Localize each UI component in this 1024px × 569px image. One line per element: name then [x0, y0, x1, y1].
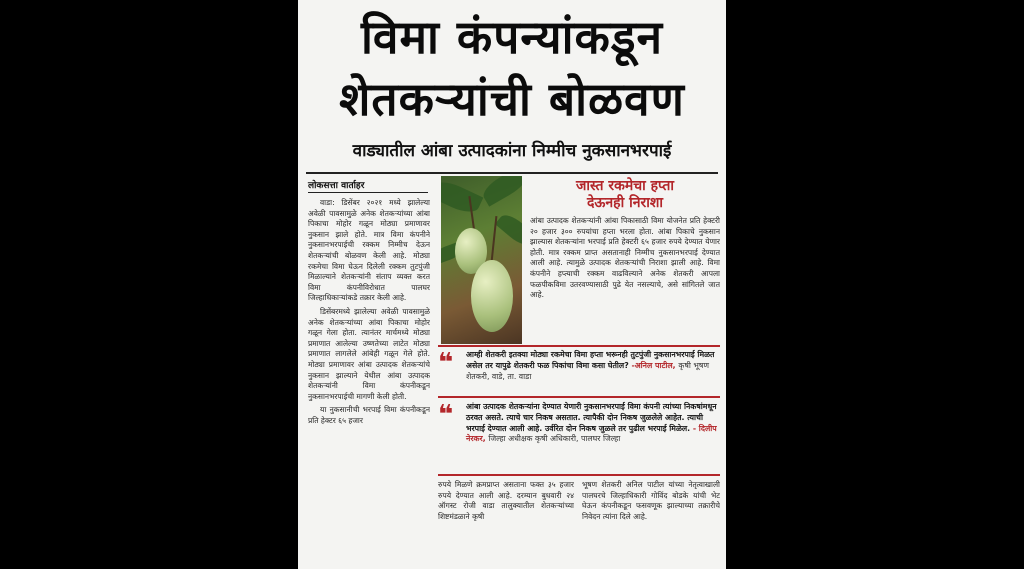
quote-2-author: - दिलीप नेरकर,: [466, 423, 717, 444]
headline-line-2: शेतकऱ्यांची बोळवण: [339, 72, 685, 126]
byline-rule: [308, 192, 428, 193]
quote-2-role: जिल्हा अधीक्षक कृषी अधिकारी, पालघर जिल्हा: [488, 434, 621, 444]
quote-2-text: आंबा उत्पादक शेतकऱ्यांना देण्यात येणारी नुकसानभरपाई विमा कंपनी त्यांच्या निकषांमधून ठरवत असते. त्याचे चार निकष असतात. त्यापैकी दोन निकष जुळलेले आहेत. त्याची भरपाई देण्यात आली आहे. उर्वरित दोन निकष जुळले तर पुढील भरपाई मिळेल.: [466, 402, 717, 433]
bottom-column-2-text: भूषण शेतकरी अनिल पाटील यांच्या नेतृत्वाखाली पालघरचे जिल्हाधिकारी गोविंद बोडके यांची भेट घेऊन कंपनीकडून फसवणूक झाल्याच्या तक्रारीचे निवेदन त्यांना दिले आहे.: [582, 480, 720, 521]
quote-mark-icon: ❝: [438, 400, 454, 430]
left-paragraph: वाडा: डिसेंबर २०२१ मध्ये झालेल्या अवेळी पावसामुळे अनेक शेतकऱ्यांच्या आंबा पिकाचा मोहोर गळून मोठ्या प्रमाणावर नुकसान झाले होते. मात्र विमा कंपनीने नुकसानभरपाईची रक्कम निम्मीच देऊन शेतकऱ्यांची बोळवण केली आहे. मोठ्या रकमेचा विमा घेऊन दिलेली रक्कम तुटपुंजी मिळाल्याने शेतकऱ्यांनी संताप व्यक्त करत विमा कंपनीविरोधात पालघर जिल्हाधिकाऱ्यांकडे तक्रार केली आहे.: [308, 198, 430, 303]
quote-1-text: आम्ही शेतकरी इतक्या मोठ्या रकमेचा विमा हप्ता भरूनही तुटपुंजी नुकसानभरपाई मिळत असेल तर यापुढे शेतकरी फळ पिकांचा विमा कसा घेतील?: [466, 350, 715, 370]
mango-photo: [441, 176, 522, 344]
byline: लोकसत्ता वार्ताहर: [308, 181, 365, 191]
quote-divider: [438, 474, 720, 476]
quote-mark-icon: ❝: [438, 348, 454, 378]
quote-divider: [438, 396, 720, 398]
sidebar-heading-line-2: देऊनही निराशा: [586, 195, 664, 211]
mango-fruit: [471, 260, 513, 332]
sidebar-heading: [530, 178, 720, 212]
header-rule: [306, 172, 718, 174]
quote-1: [466, 350, 720, 382]
left-paragraph: डिसेंबरमध्ये झालेल्या अवेळी पावसामुळे अनेक शेतकऱ्यांच्या आंबा पिकाचा मोहोर गळून गेला होता. त्यानंतर मार्चमध्ये मोठ्या प्रमाणात आलेल्या उष्णतेच्या लाटेत मोठ्या प्रमाणात लागलेले आंबेही गळून गेले होते. मोठ्या प्रमाणावर आंबा उत्पादक शेतकऱ्यांचे नुकसान झाल्याने येथील आंबा उत्पादक शेतकऱ्यांनी विमा कंपनीकडून नुकसानभरपाईची मागणी केली होती.: [308, 306, 430, 401]
headline-line-1: विमा कंपन्यांकडून: [360, 10, 663, 64]
subheadline: वाड्यातील आंबा उत्पादकांना निम्मीच नुकसानभरपाई: [352, 141, 672, 161]
quote-2: [466, 402, 720, 445]
quote-1-role: कृषी भूषण शेतकरी, वाडे, ता. वाडा: [466, 360, 709, 381]
sidebar-body-text: आंबा उत्पादक शेतकऱ्यांनी आंबा पिकासाठी विमा योजनेत प्रति हेक्टरी २० हजार ३०० रुपयांचा हप्ता भरला होता. आंबा पिकाचे नुकसान झाल्यास शेतकऱ्यांना भरपाई प्रति हेक्टरी ६५ हजार रुपये देण्यात येणार होती. मात्र रक्कम प्राप्त असतानाही निम्मीच नुकसानभरपाई देण्यात आली आहे. त्यामुळे उत्पादक शेतकऱ्यांची निराशा झाली आहे. विमा कंपनीने हप्त्याची रक्कम वाढविल्याने अनेक शेतकरी आपला फळपीकविमा उतरवण्यासाठी पुढे येत नसल्याचे, असे सांगितले जात आहे.: [530, 216, 720, 300]
newspaper-clipping: [298, 0, 726, 569]
quote-divider: [438, 345, 720, 347]
bottom-column-1: [438, 480, 574, 566]
quote-1-author: -अनिल पाटील,: [631, 360, 676, 370]
bottom-column-1-text: रुपये मिळणे क्रमप्राप्त असताना फक्त ३५ हजार रुपये देण्यात आली आहे. दरम्यान बुधवारी २४ ऑगस्ट रोजी वाडा तालुक्यातील शेतकऱ्यांच्या शिष्टमंडळाने कृषी: [438, 480, 574, 521]
sidebar-heading-line-1: जास्त रकमेचा हप्ता: [576, 178, 674, 194]
bottom-column-2: [582, 480, 720, 566]
left-column: [308, 198, 430, 566]
left-paragraph: या नुकसानीची भरपाई विमा कंपनीकडून प्रति हेक्टर ६५ हजार: [308, 405, 430, 425]
sidebar-body: [530, 216, 720, 342]
